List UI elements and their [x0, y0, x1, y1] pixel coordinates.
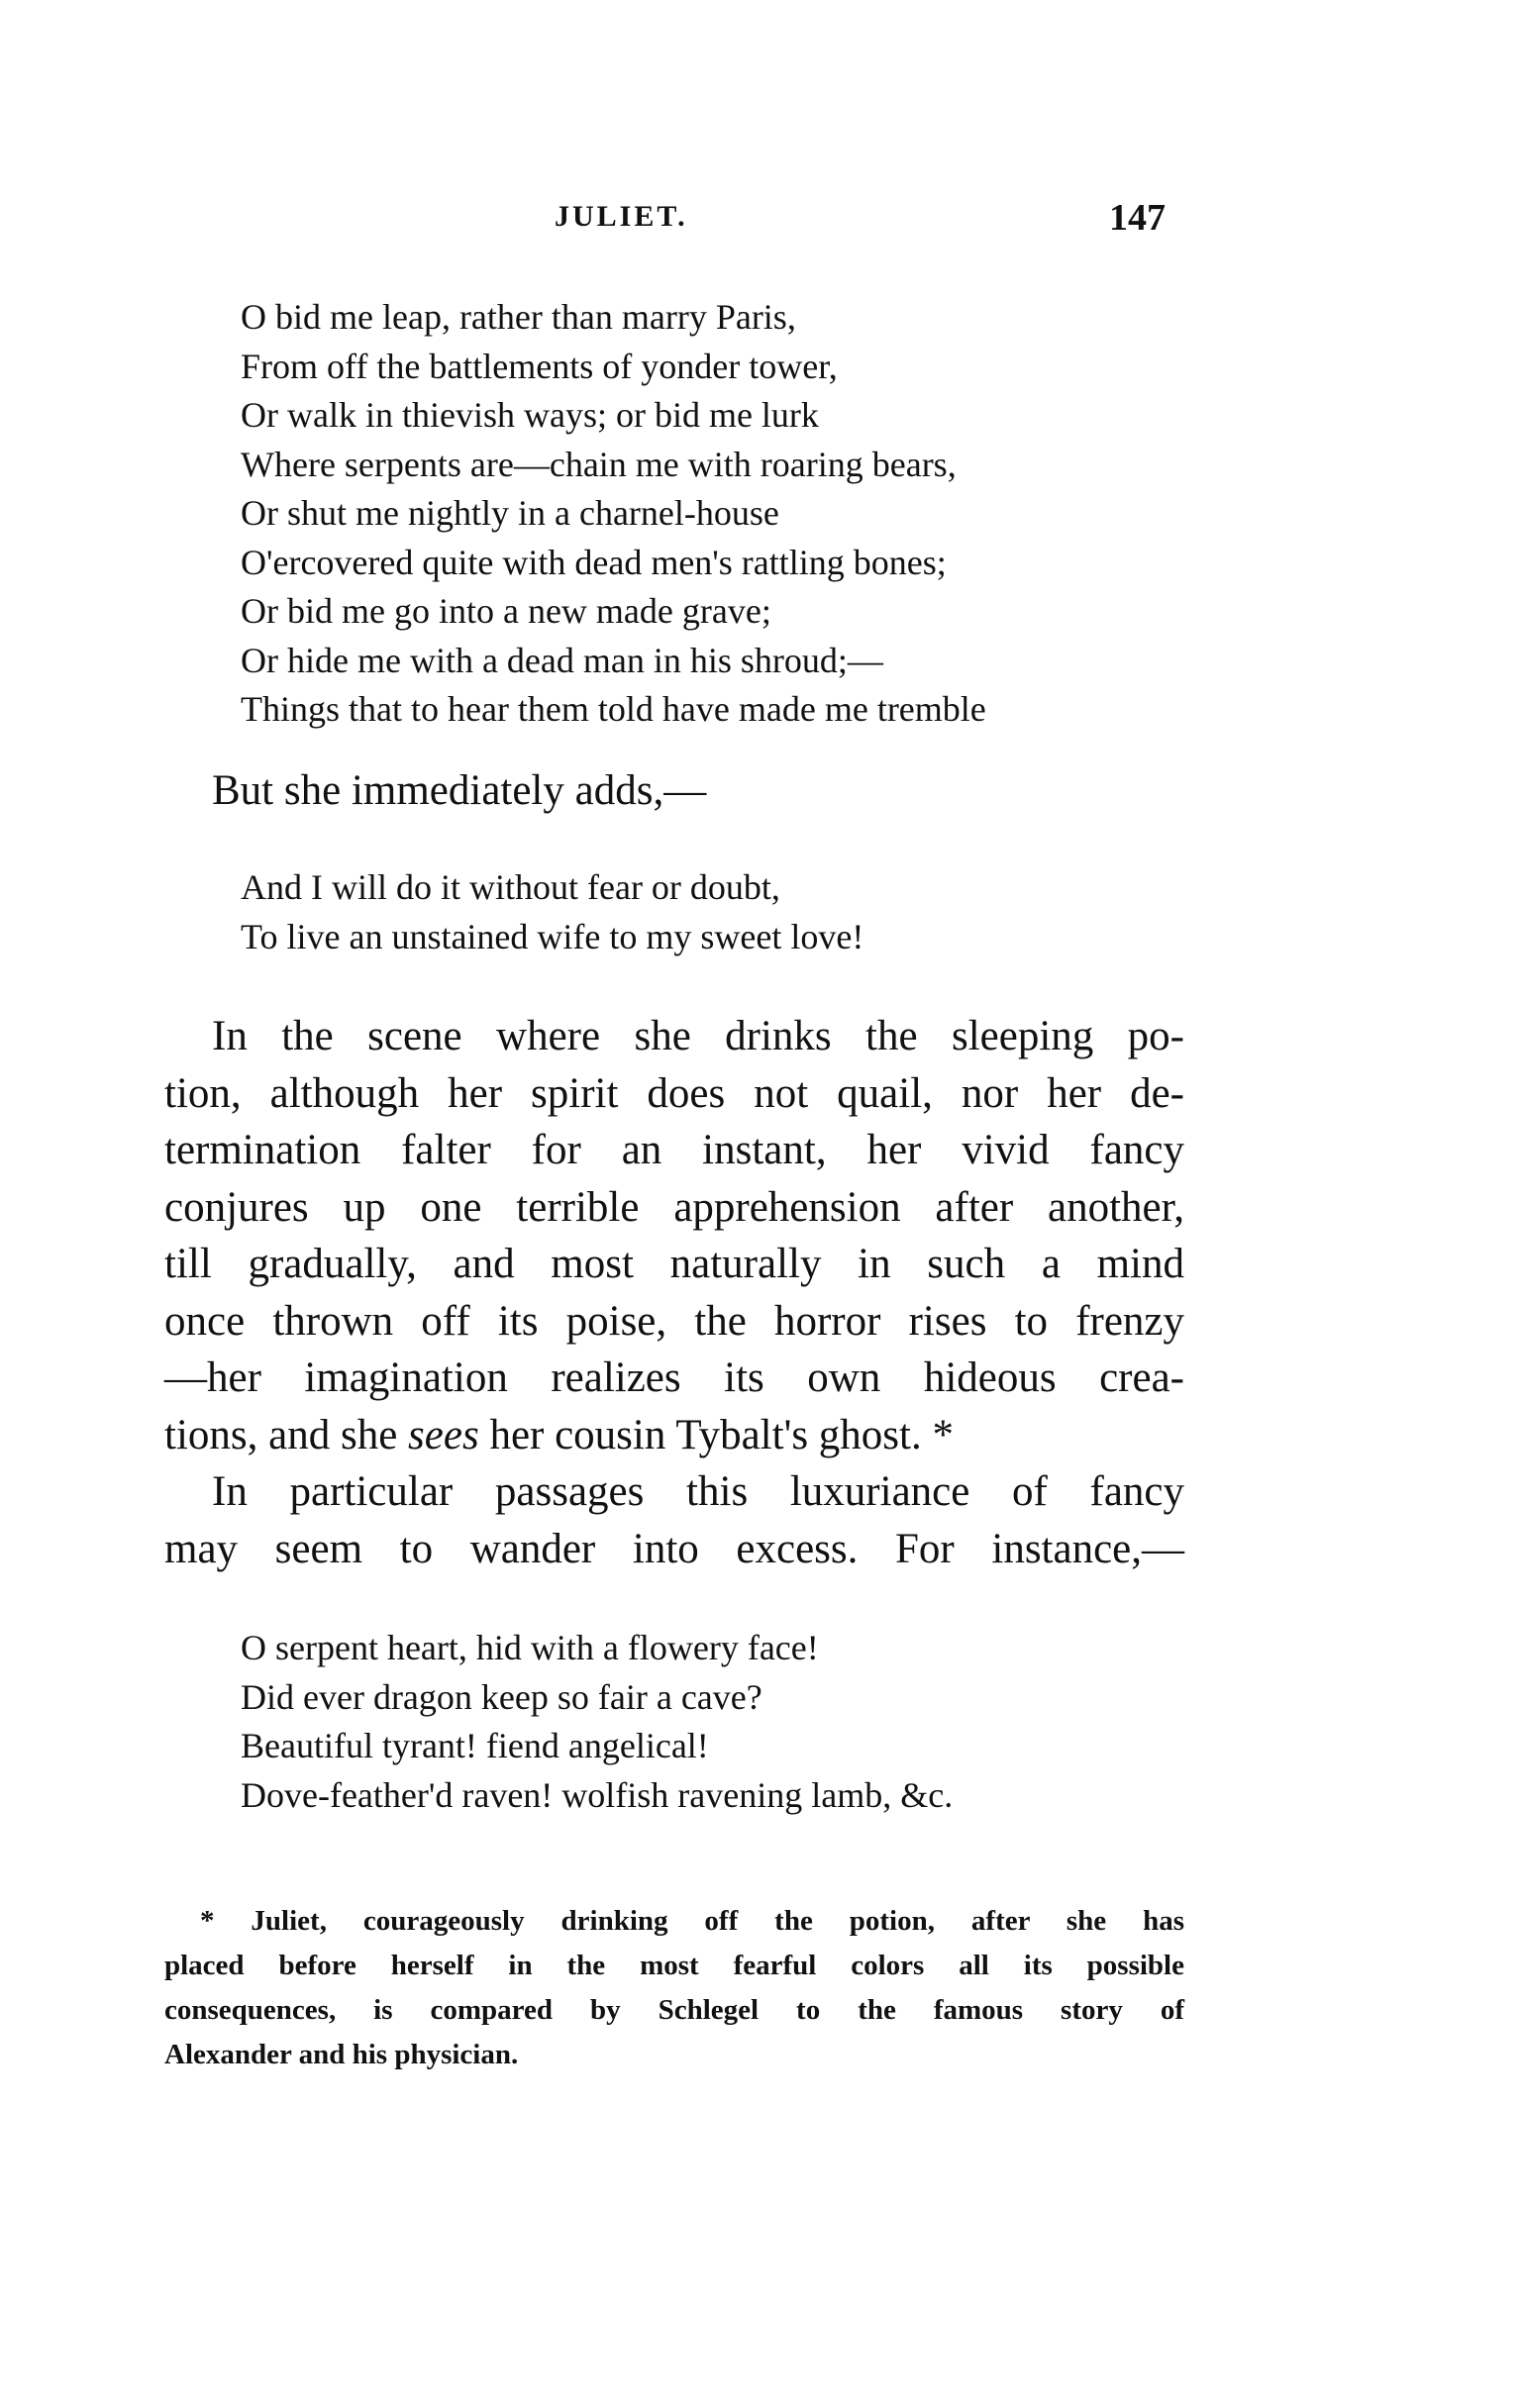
prose-line: In particular passages this luxuriance of fancy — [212, 1468, 1184, 1515]
verse-line: From off the battlements of yonder tower, — [241, 346, 838, 386]
verse-line: O serpent heart, hid with a flowery face! — [241, 1628, 819, 1667]
verse-line: O bid me leap, rather than marry Paris, — [241, 297, 796, 337]
prose-line: termination falter for an instant, her vivid fancy — [164, 1127, 1184, 1173]
prose-line: may seem to wander into excess. For instance,— — [164, 1525, 1184, 1572]
running-title: JULIET. — [555, 200, 688, 233]
prose-block — [164, 1008, 1184, 1577]
footnote — [164, 1899, 1184, 2077]
verse-line: To live an unstained wife to my sweet love! — [241, 916, 864, 956]
verse-block-3 — [241, 1624, 1340, 1820]
verse-line: Dove-feather'd raven! wolfish ravening lamb, &c. — [241, 1774, 954, 1815]
prose-line: conjures up one terrible apprehension after another, — [164, 1183, 1184, 1231]
prose-line: In the scene where she drinks the sleeping po- — [212, 1013, 1184, 1059]
prose-line: once thrown off its poise, the horror rises to frenzy — [164, 1297, 1184, 1345]
verse-line: Or hide me with a dead man in his shroud;— — [241, 640, 883, 680]
prose-line — [164, 1407, 1184, 1464]
intro-line: But she immediately adds,— — [212, 767, 707, 814]
prose-text: her cousin Tybalt's ghost. * — [478, 1411, 954, 1458]
footnote-line: Alexander and his physician. — [164, 2039, 519, 2070]
emphasis-text: sees — [408, 1411, 479, 1458]
verse-block-1 — [241, 293, 1340, 735]
paragraph-1 — [164, 1008, 1184, 1463]
page-number: 147 — [1109, 197, 1166, 239]
footnote-line: consequences, is compared by Schlegel to the famous story of — [164, 1994, 1184, 2026]
verse-line: Or bid me go into a new made grave; — [241, 591, 771, 631]
prose-line: tion, although her spirit does not quail, nor her de- — [164, 1069, 1184, 1117]
paragraph-2 — [164, 1463, 1184, 1577]
verse-line: Things that to hear them told have made me tremble — [241, 689, 986, 729]
verse-line: And I will do it without fear or doubt, — [241, 867, 780, 907]
prose-line: till gradually, and most naturally in such a mind — [164, 1241, 1184, 1287]
running-head — [0, 197, 1523, 240]
verse-line: Did ever dragon keep so fair a cave? — [241, 1676, 762, 1717]
footnote-line: placed before herself in the most fearful colors all its possible — [164, 1950, 1184, 1981]
prose-line: —her imagination realizes its own hideous crea- — [164, 1354, 1184, 1401]
verse-line: Or shut me nightly in a charnel-house — [241, 493, 779, 533]
verse-line: Beautiful tyrant! fiend angelical! — [241, 1726, 709, 1765]
verse-line: Where serpents are—chain me with roaring bears, — [241, 444, 957, 484]
verse-line: Or walk in thievish ways; or bid me lurk — [241, 395, 819, 435]
prose-text: tions, and she — [164, 1411, 409, 1458]
verse-line: O'ercovered quite with dead men's rattling bones; — [241, 542, 947, 582]
verse-block-2 — [241, 863, 1340, 961]
footnote-line: * Juliet, courageously drinking off the potion, after she has — [200, 1905, 1184, 1937]
